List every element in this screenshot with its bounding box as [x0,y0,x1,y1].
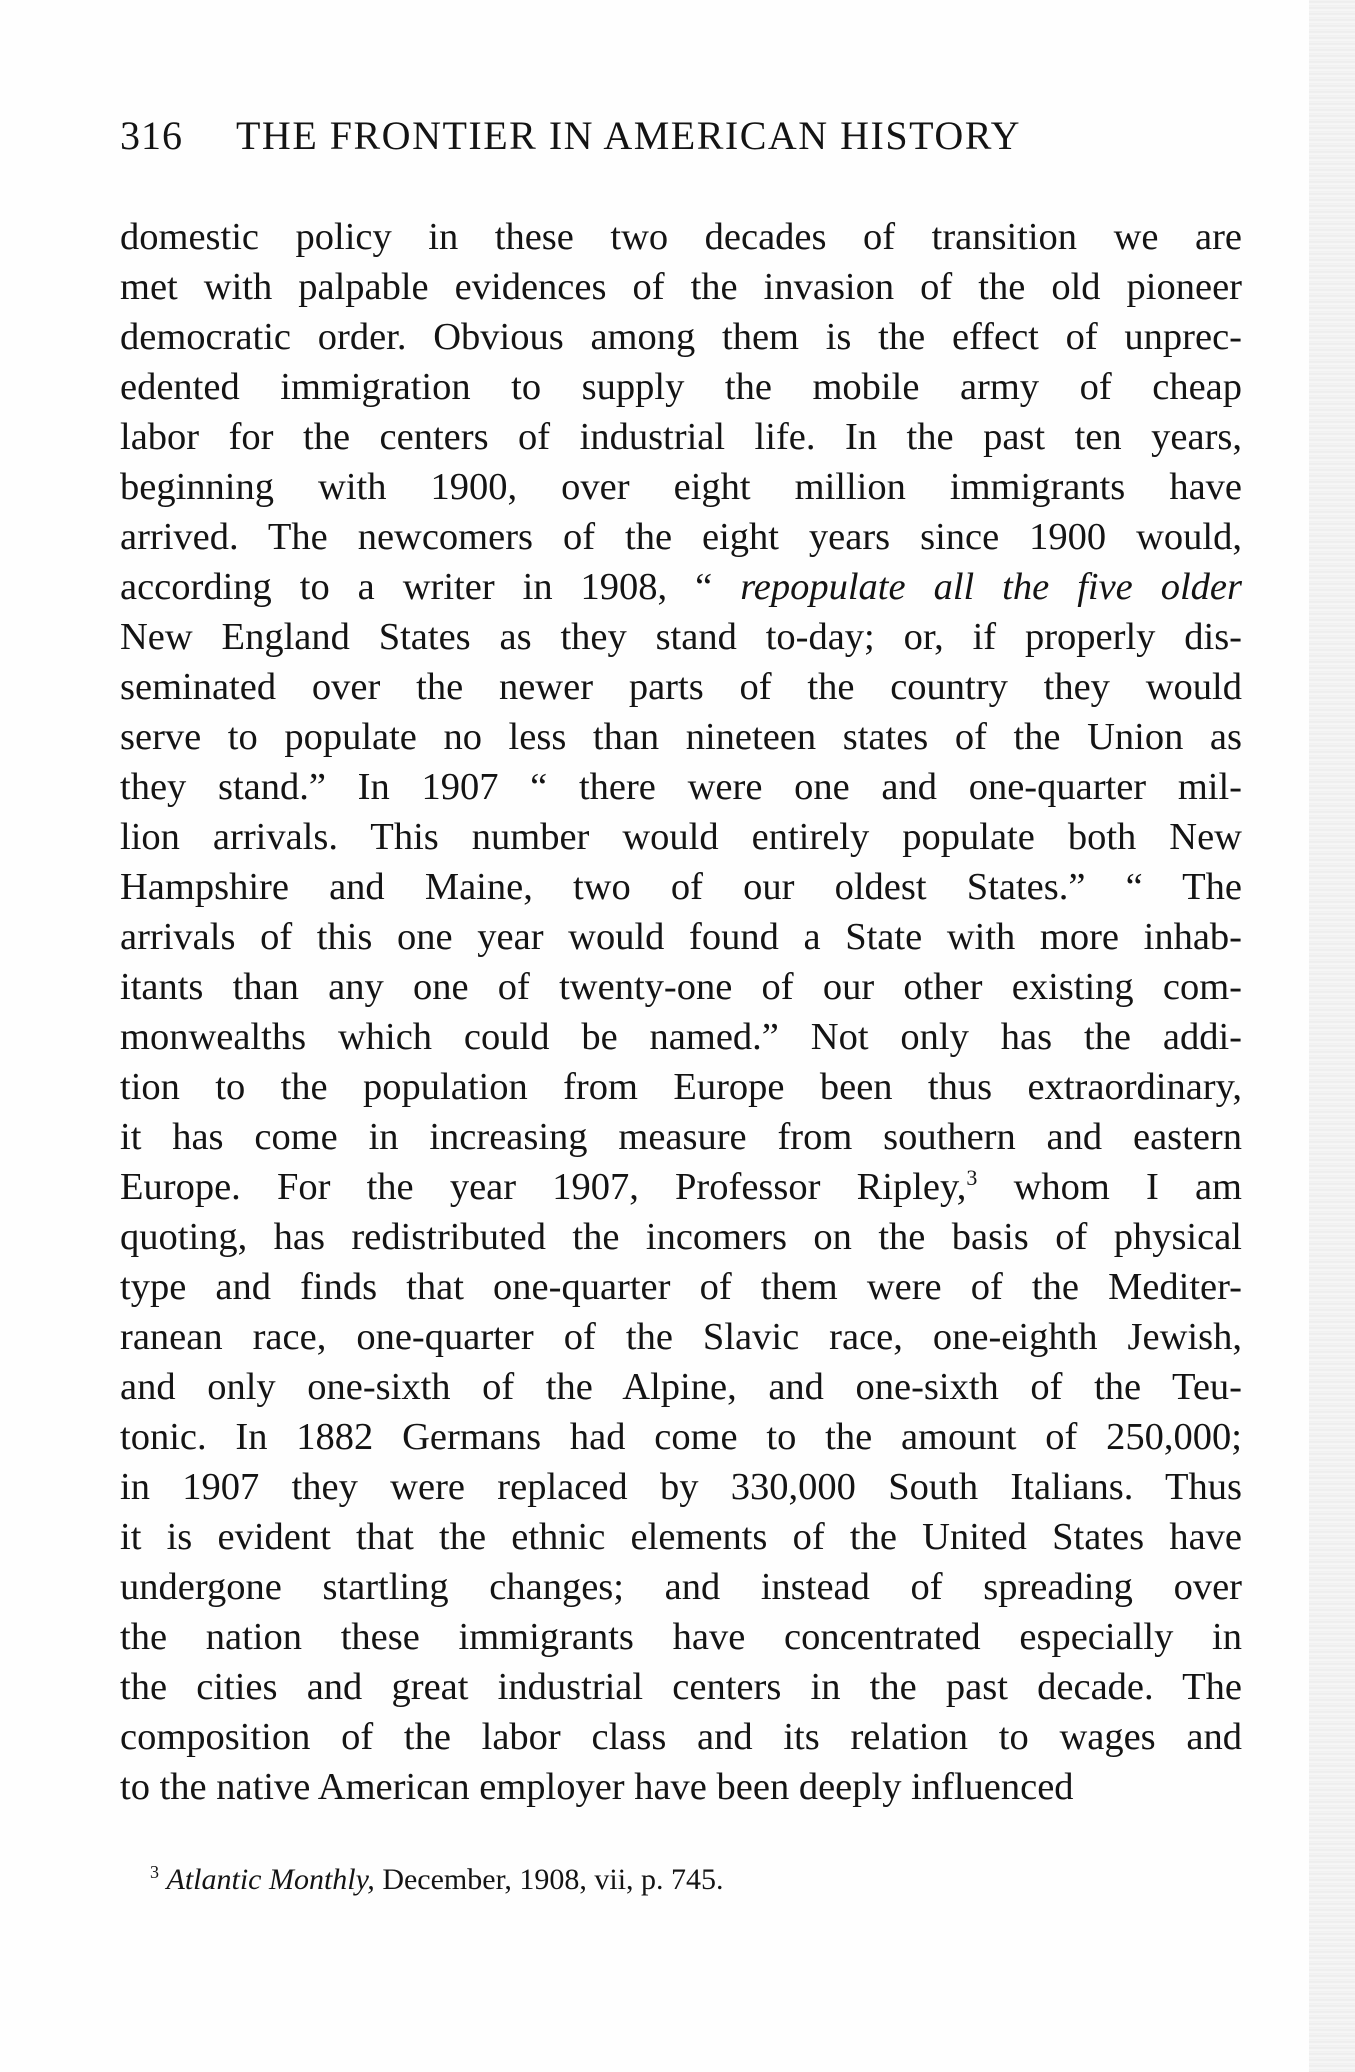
text-line: serve to populate no less than nineteen states of the Union as [120,716,1242,758]
text-line: seminated over the newer parts of the country they would [120,666,1242,708]
text-line: arrivals of this one year would found a State with more inhab- [120,916,1242,958]
text-line: Hampshire and Maine, two of our oldest States.” “ The [120,866,1242,908]
text-line: the nation these immigrants have concentrated especially in [120,1616,1242,1658]
body-paragraph [120,212,1242,1812]
text-line: met with palpable evidences of the invasion of the old pioneer [120,266,1242,308]
text-line: domestic policy in these two decades of transition we are [120,216,1242,258]
text-line: undergone startling changes; and instead of spreading over [120,1566,1242,1608]
footnote-source: Atlantic Monthly, [166,1863,375,1896]
text-line: monwealths which could be named.” Not only has the addi- [120,1016,1242,1058]
text-line: New England States as they stand to-day; or, if properly dis- [120,616,1242,658]
running-header [120,112,1240,172]
text-line: it is evident that the ethnic elements of the United States have [120,1516,1242,1558]
text-line: composition of the labor class and its relation to wages and [120,1716,1242,1758]
text-line: they stand.” In 1907 “ there were one and one-quarter mil- [120,766,1242,808]
text-line: type and finds that one-quarter of them were of the Mediter- [120,1266,1242,1308]
quoted-italic-text: repopulate all the five older [740,566,1242,608]
text-line: beginning with 1900, over eight million immigrants have [120,466,1242,508]
text-line [120,562,1242,612]
text-line: arrived. The newcomers of the eight years since 1900 would, [120,516,1242,558]
footnote-details: December, 1908, vii, p. 745. [374,1863,724,1896]
text-line: tonic. In 1882 Germans had come to the amount of 250,000; [120,1416,1242,1458]
scan-edge-shading [1309,0,1355,2072]
text-line: edented immigration to supply the mobile army of cheap [120,366,1242,408]
text-line: and only one-sixth of the Alpine, and one-sixth of the Teu- [120,1366,1242,1408]
text-line: democratic order. Obvious among them is the effect of unprec- [120,316,1242,358]
text-line: labor for the centers of industrial life. In the past ten years, [120,416,1242,458]
text-line: quoting, has redistributed the incomers on the basis of physical [120,1216,1242,1258]
text-line-before-ref: Europe. For the year 1907, Professor Ripley, [120,1166,967,1208]
text-line: tion to the population from Europe been thus extraordinary, [120,1066,1242,1108]
text-line: it has come in increasing measure from southern and eastern [120,1116,1242,1158]
text-line: in 1907 they were replaced by 330,000 South Italians. Thus [120,1466,1242,1508]
text-line-after-ref: whom I am [977,1166,1243,1208]
text-line: lion arrivals. This number would entirely populate both New [120,816,1242,858]
text-line-plain: according to a writer in 1908, “ [120,566,741,608]
text-line: the cities and great industrial centers in the past decade. The [120,1666,1242,1708]
page-number: 316 [120,113,183,158]
text-line: itants than any one of twenty-one of our other existing com- [120,966,1242,1008]
footnote-reference: 3 [966,1165,978,1191]
running-title: THE FRONTIER IN AMERICAN HISTORY [236,113,1022,158]
text-line: to the native American employer have been deeply influenced [120,1766,1074,1808]
footnote-marker: 3 [150,1862,159,1882]
footnote [150,1860,1150,1900]
text-line [120,1162,1242,1212]
text-line: ranean race, one-quarter of the Slavic race, one-eighth Jewish, [120,1316,1242,1358]
